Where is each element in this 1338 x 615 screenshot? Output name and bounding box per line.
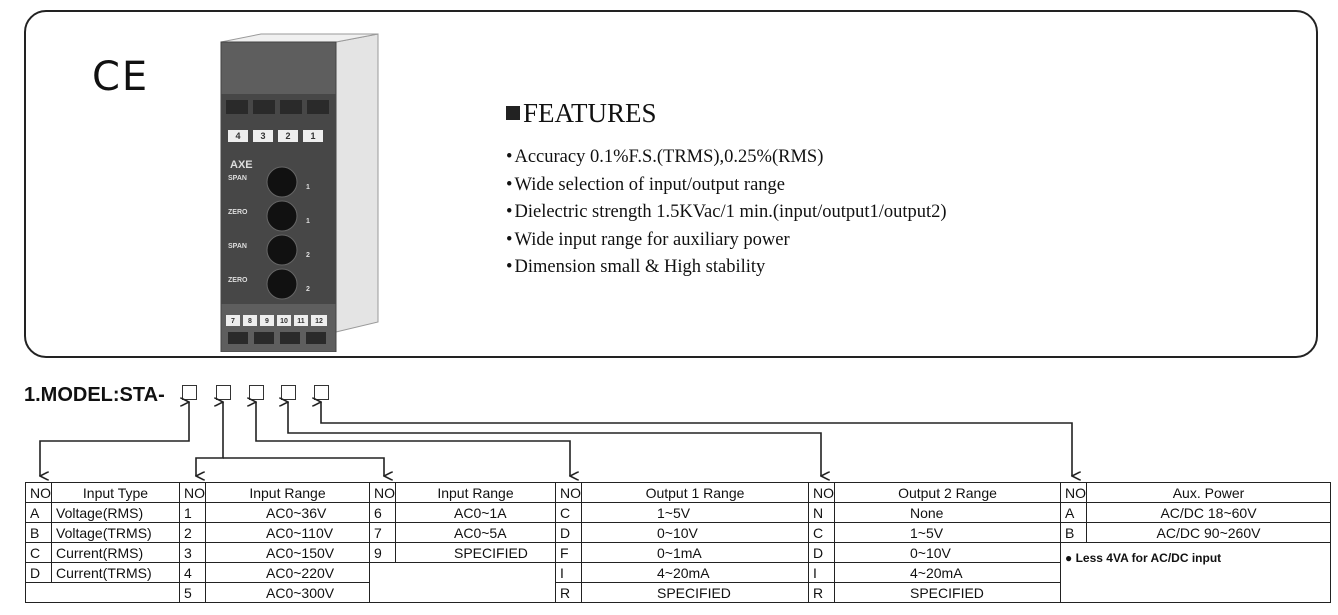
svg-text:1: 1: [306, 218, 310, 225]
model-spec-table: [25, 482, 1331, 603]
table-row: C Current(RMS) 3 AC0~150V 9 SPECIFIED F 0~1mA D 0~10V ● Less 4VA for AC/DC input: [26, 543, 1331, 563]
ce-mark: CE: [92, 54, 150, 100]
feature-item: • Dielectric strength 1.5KVac/1 min.(input/output1/output2): [506, 199, 947, 227]
svg-text:12: 12: [315, 318, 323, 325]
svg-text:1: 1: [306, 184, 310, 191]
table-row: B Voltage(TRMS) 2 AC0~110V 7 AC0~5A D 0~10V C 1~5V B AC/DC 90~260V: [26, 523, 1331, 543]
feature-item: • Wide selection of input/output range: [506, 172, 947, 200]
arrow-input-range: [196, 402, 223, 476]
table-row: 5 AC0~300V R SPECIFIED R SPECIFIED: [26, 583, 1331, 603]
svg-text:2: 2: [306, 286, 310, 293]
model-label: 1.MODEL:STA-: [24, 384, 165, 406]
svg-text:SPAN: SPAN: [228, 175, 247, 182]
arrow-aux-power: [321, 402, 1072, 476]
terminal-label: 1: [310, 131, 316, 141]
feature-item: • Accuracy 0.1%F.S.(TRMS),0.25%(RMS): [506, 144, 947, 172]
svg-text:SPAN: SPAN: [228, 243, 247, 250]
svg-text:9: 9: [265, 318, 269, 325]
svg-text:11: 11: [297, 318, 305, 325]
arrow-input-type: [40, 402, 189, 476]
arrow-output1: [256, 402, 570, 476]
svg-text:2: 2: [306, 252, 310, 259]
aux-power-note: ● Less 4VA for AC/DC input: [1061, 543, 1331, 603]
table-row: A Voltage(RMS) 1 AC0~36V 6 AC0~1A C 1~5V N None A AC/DC 18~60V: [26, 503, 1331, 523]
feature-item: • Dimension small & High stability: [506, 254, 947, 282]
terminal-label: 2: [285, 131, 291, 141]
terminal-label: 4: [235, 131, 241, 141]
svg-text:8: 8: [248, 318, 252, 325]
svg-text:7: 7: [231, 318, 235, 325]
table-header-row: NO Input Type NO Input Range NO Input Range NO Output 1 Range NO Output 2 Range NO Aux. Power: [26, 483, 1331, 503]
brand-logo: AXE: [230, 159, 253, 171]
terminal-label: 3: [260, 131, 266, 141]
feature-item: • Wide input range for auxiliary power: [506, 227, 947, 255]
table-row: D Current(TRMS) 4 AC0~220V I 4~20mA I 4~20mA: [26, 563, 1331, 583]
svg-text:10: 10: [280, 318, 288, 325]
arrow-output2: [288, 402, 821, 476]
svg-text:ZERO: ZERO: [228, 209, 248, 216]
features-title: FEATURES: [506, 98, 657, 129]
svg-text:ZERO: ZERO: [228, 277, 248, 284]
